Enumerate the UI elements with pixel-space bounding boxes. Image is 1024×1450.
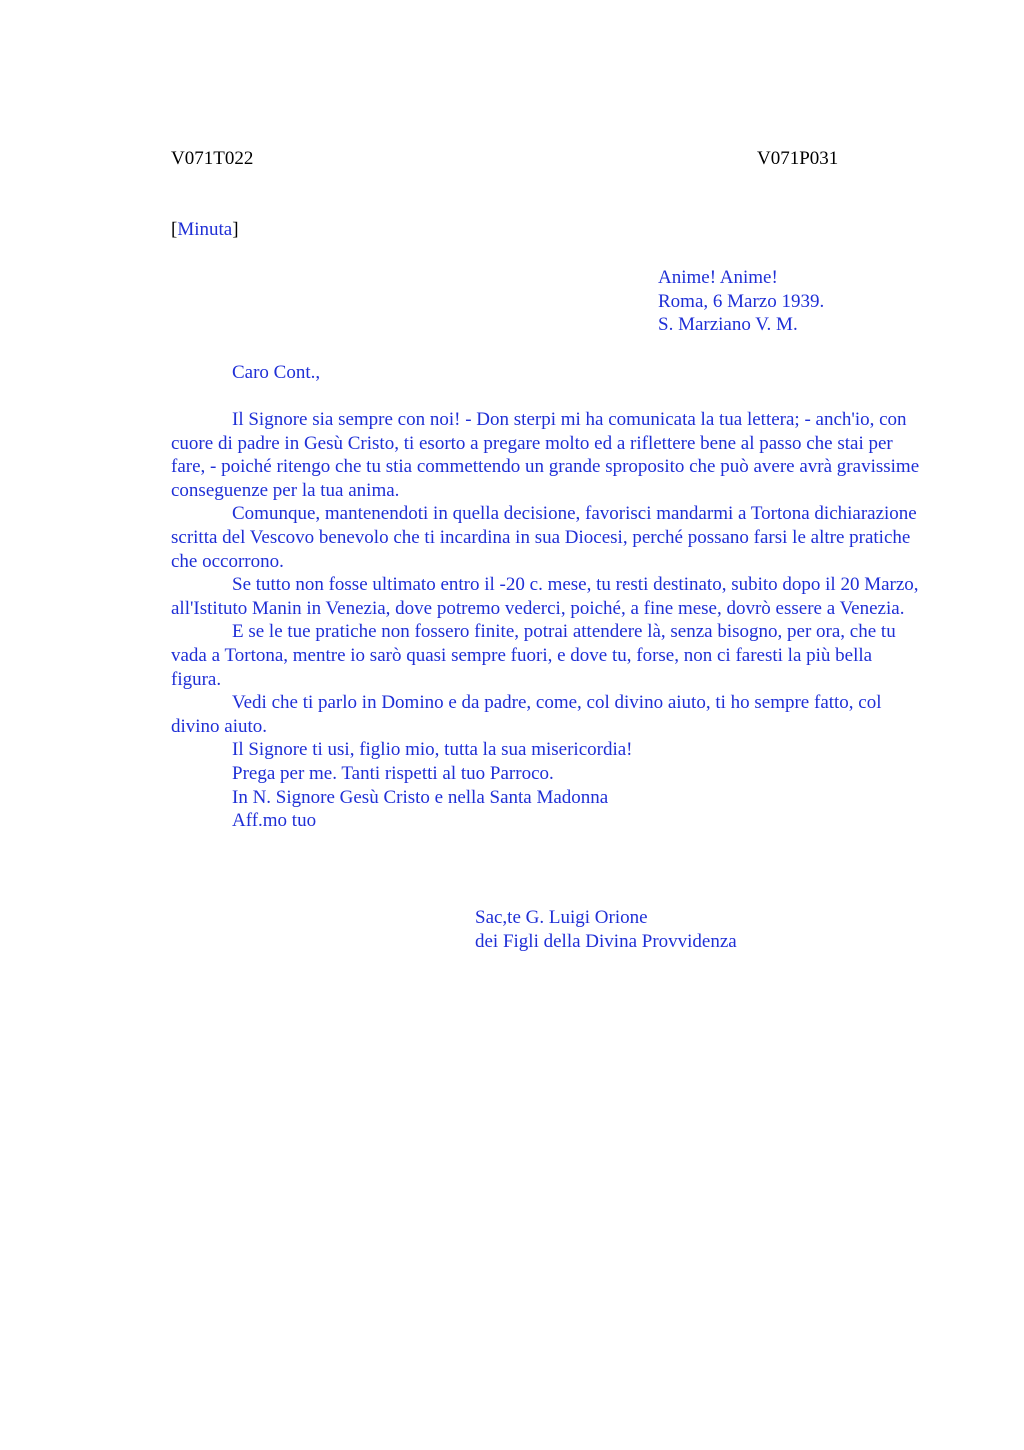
dateline [658, 266, 824, 337]
closing-request: Prega per me. Tanti rispetti al tuo Parroco. [232, 762, 554, 784]
signature-congregation: dei Figli della Divina Provvidenza [475, 931, 737, 952]
closing-blessing: Il Signore ti usi, figlio mio, tutta la sua misericordia! [232, 739, 633, 761]
body-paragraph: Il Signore sia sempre con noi! - Don sterpi mi ha comunicata la tua lettera; - anch'io, con cuore di padre in Gesù Cristo, ti esorto a pregare molto ed a riflettere bene al passo che stai per fare, - poiché ritengo che tu stia commettendo un grande sproposito che può avere avrà gravissime conseguenze per la tua anima. [171, 409, 920, 501]
document-code-left: V071T022 [171, 148, 254, 169]
dateline-place-date: Roma, 6 Marzo 1939. [658, 290, 825, 312]
draft-note-label: Minuta [177, 219, 233, 240]
document-code-right: V071P031 [757, 148, 839, 169]
body-paragraph: Vedi che ti parlo in Domino e da padre, come, col divino aiuto, ti ho sempre fatto, col divino aiuto. [171, 692, 882, 737]
body-paragraph: Comunque, mantenendoti in quella decisione, favorisci mandarmi a Tortona dichiarazione scritta del Vescovo benevolo che ti incardina in sua Diocesi, perché possano farsi le altre pratiche che occorrono. [171, 503, 917, 572]
draft-note-close-bracket: ] [232, 219, 239, 240]
signature-block [475, 906, 737, 954]
body-paragraph: Se tutto non fosse ultimato entro il -20 c. mese, tu resti destinato, subito dopo il 20 Marzo, all'Istituto Manin in Venezia, dove potremo vederci, poiché, a fine mese, dovrò essere a Venezia. [171, 574, 919, 619]
draft-note-open-bracket: [ [171, 219, 178, 240]
dateline-motto: Anime! Anime! [658, 267, 778, 288]
closing-valediction: Aff.mo tuo [232, 810, 317, 832]
letter-body [171, 408, 921, 833]
signature-name: Sac,te G. Luigi Orione [475, 907, 648, 928]
dateline-saint: S. Marziano V. M. [658, 314, 798, 335]
draft-note [171, 218, 239, 242]
salutation: Caro Cont., [232, 362, 321, 383]
body-paragraph: E se le tue pratiche non fossero finite, potrai attendere là, senza bisogno, per ora, che tu vada a Tortona, mentre io sarò quasi sempre fuori, e dove tu, forse, non ci faresti la più bella figura. [171, 621, 896, 690]
closing-formula: In N. Signore Gesù Cristo e nella Santa Madonna [232, 786, 609, 808]
